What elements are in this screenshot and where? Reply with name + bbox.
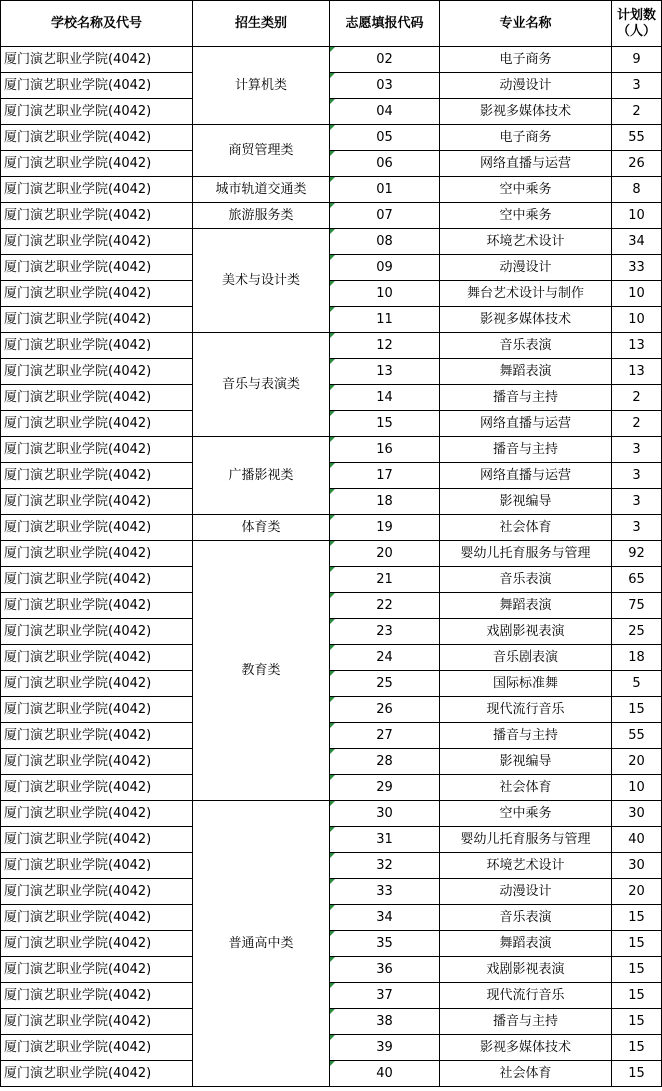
table-row [1,671,662,697]
major-cell: 音乐表演 [440,905,612,931]
school-cell: 厦门演艺职业学院(4042) [1,983,193,1009]
school-cell: 厦门演艺职业学院(4042) [1,489,193,515]
code-cell: 24 [330,645,440,671]
plan-cell: 34 [612,229,662,255]
code-cell: 06 [330,151,440,177]
code-cell: 09 [330,255,440,281]
table-row [1,73,662,99]
major-cell: 电子商务 [440,125,612,151]
major-cell: 动漫设计 [440,73,612,99]
plan-cell: 13 [612,333,662,359]
major-cell: 戏剧影视表演 [440,957,612,983]
category-cell: 计算机类 [193,47,330,125]
code-cell: 27 [330,723,440,749]
school-cell: 厦门演艺职业学院(4042) [1,827,193,853]
plan-cell: 30 [612,853,662,879]
table-row [1,619,662,645]
table-row [1,541,662,567]
code-cell: 10 [330,281,440,307]
table-row [1,1061,662,1087]
major-cell: 现代流行音乐 [440,697,612,723]
category-cell: 体育类 [193,515,330,541]
table-row [1,749,662,775]
school-cell: 厦门演艺职业学院(4042) [1,437,193,463]
table-row [1,593,662,619]
header-code: 志愿填报代码 [330,1,440,47]
code-cell: 15 [330,411,440,437]
plan-cell: 3 [612,463,662,489]
major-cell: 播音与主持 [440,385,612,411]
school-cell: 厦门演艺职业学院(4042) [1,359,193,385]
plan-cell: 15 [612,983,662,1009]
table-row [1,203,662,229]
school-cell: 厦门演艺职业学院(4042) [1,567,193,593]
category-cell: 旅游服务类 [193,203,330,229]
category-cell: 广播影视类 [193,437,330,515]
major-cell: 社会体育 [440,515,612,541]
code-cell: 13 [330,359,440,385]
plan-cell: 3 [612,73,662,99]
major-cell: 网络直播与运营 [440,151,612,177]
major-cell: 舞台艺术设计与制作 [440,281,612,307]
school-cell: 厦门演艺职业学院(4042) [1,853,193,879]
major-cell: 国际标准舞 [440,671,612,697]
table-row [1,515,662,541]
table-row [1,229,662,255]
major-cell: 播音与主持 [440,437,612,463]
plan-cell: 10 [612,775,662,801]
school-cell: 厦门演艺职业学院(4042) [1,801,193,827]
code-cell: 33 [330,879,440,905]
header-plan [612,1,662,47]
major-cell: 环境艺术设计 [440,853,612,879]
table-row [1,827,662,853]
plan-cell: 2 [612,385,662,411]
plan-cell: 15 [612,957,662,983]
major-cell: 音乐剧表演 [440,645,612,671]
major-cell: 社会体育 [440,1061,612,1087]
plan-cell: 20 [612,749,662,775]
table-row [1,645,662,671]
category-cell: 商贸管理类 [193,125,330,177]
school-cell: 厦门演艺职业学院(4042) [1,281,193,307]
major-cell: 社会体育 [440,775,612,801]
table-row [1,905,662,931]
header-plan-line1: 计划数 [616,7,656,23]
table-row [1,567,662,593]
plan-cell: 75 [612,593,662,619]
plan-cell: 65 [612,567,662,593]
major-cell: 电子商务 [440,47,612,73]
school-cell: 厦门演艺职业学院(4042) [1,749,193,775]
major-cell: 戏剧影视表演 [440,619,612,645]
table-row [1,333,662,359]
category-cell: 美术与设计类 [193,229,330,333]
plan-cell: 15 [612,1035,662,1061]
plan-cell: 33 [612,255,662,281]
code-cell: 32 [330,853,440,879]
table-row [1,359,662,385]
major-cell: 音乐表演 [440,567,612,593]
code-cell: 28 [330,749,440,775]
plan-cell: 2 [612,411,662,437]
plan-cell: 15 [612,697,662,723]
code-cell: 01 [330,177,440,203]
plan-cell: 10 [612,307,662,333]
plan-cell: 92 [612,541,662,567]
major-cell: 舞蹈表演 [440,359,612,385]
plan-cell: 25 [612,619,662,645]
school-cell: 厦门演艺职业学院(4042) [1,775,193,801]
table-body [1,47,662,1087]
table-row [1,47,662,73]
school-cell: 厦门演艺职业学院(4042) [1,931,193,957]
code-cell: 03 [330,73,440,99]
major-cell: 影视多媒体技术 [440,99,612,125]
school-cell: 厦门演艺职业学院(4042) [1,619,193,645]
table-row [1,801,662,827]
code-cell: 11 [330,307,440,333]
category-cell: 普通高中类 [193,801,330,1087]
major-cell: 影视编导 [440,489,612,515]
table-row [1,463,662,489]
table-row [1,853,662,879]
plan-cell: 20 [612,879,662,905]
major-cell: 影视多媒体技术 [440,307,612,333]
school-cell: 厦门演艺职业学院(4042) [1,1061,193,1087]
header-major: 专业名称 [440,1,612,47]
table-row [1,385,662,411]
major-cell: 网络直播与运营 [440,463,612,489]
code-cell: 36 [330,957,440,983]
school-cell: 厦门演艺职业学院(4042) [1,151,193,177]
code-cell: 20 [330,541,440,567]
code-cell: 38 [330,1009,440,1035]
code-cell: 35 [330,931,440,957]
code-cell: 18 [330,489,440,515]
major-cell: 舞蹈表演 [440,931,612,957]
code-cell: 34 [330,905,440,931]
category-cell: 城市轨道交通类 [193,177,330,203]
school-cell: 厦门演艺职业学院(4042) [1,541,193,567]
table-row [1,489,662,515]
plan-cell: 5 [612,671,662,697]
code-cell: 16 [330,437,440,463]
major-cell: 婴幼儿托育服务与管理 [440,541,612,567]
school-cell: 厦门演艺职业学院(4042) [1,73,193,99]
plan-cell: 10 [612,203,662,229]
major-cell: 空中乘务 [440,801,612,827]
table-row [1,437,662,463]
school-cell: 厦门演艺职业学院(4042) [1,255,193,281]
table-row [1,983,662,1009]
code-cell: 04 [330,99,440,125]
school-cell: 厦门演艺职业学院(4042) [1,515,193,541]
table-row [1,931,662,957]
school-cell: 厦门演艺职业学院(4042) [1,229,193,255]
major-cell: 动漫设计 [440,879,612,905]
school-cell: 厦门演艺职业学院(4042) [1,47,193,73]
plan-cell: 18 [612,645,662,671]
plan-cell: 10 [612,281,662,307]
table-row [1,957,662,983]
plan-cell: 26 [612,151,662,177]
school-cell: 厦门演艺职业学院(4042) [1,411,193,437]
header-category: 招生类别 [193,1,330,47]
code-cell: 25 [330,671,440,697]
table-row [1,879,662,905]
plan-cell: 40 [612,827,662,853]
table-row [1,723,662,749]
major-cell: 播音与主持 [440,723,612,749]
school-cell: 厦门演艺职业学院(4042) [1,645,193,671]
major-cell: 空中乘务 [440,177,612,203]
school-cell: 厦门演艺职业学院(4042) [1,671,193,697]
school-cell: 厦门演艺职业学院(4042) [1,307,193,333]
major-cell: 环境艺术设计 [440,229,612,255]
major-cell: 动漫设计 [440,255,612,281]
table-row [1,281,662,307]
category-cell: 教育类 [193,541,330,801]
table-row [1,775,662,801]
plan-cell: 8 [612,177,662,203]
plan-cell: 3 [612,489,662,515]
code-cell: 40 [330,1061,440,1087]
code-cell: 07 [330,203,440,229]
code-cell: 17 [330,463,440,489]
school-cell: 厦门演艺职业学院(4042) [1,203,193,229]
plan-cell: 3 [612,515,662,541]
category-cell: 音乐与表演类 [193,333,330,437]
school-cell: 厦门演艺职业学院(4042) [1,879,193,905]
code-cell: 05 [330,125,440,151]
school-cell: 厦门演艺职业学院(4042) [1,99,193,125]
school-cell: 厦门演艺职业学院(4042) [1,593,193,619]
school-cell: 厦门演艺职业学院(4042) [1,957,193,983]
plan-cell: 15 [612,1009,662,1035]
plan-cell: 13 [612,359,662,385]
school-cell: 厦门演艺职业学院(4042) [1,1035,193,1061]
code-cell: 31 [330,827,440,853]
plan-cell: 3 [612,437,662,463]
header-row [1,1,662,47]
code-cell: 37 [330,983,440,1009]
school-cell: 厦门演艺职业学院(4042) [1,905,193,931]
code-cell: 22 [330,593,440,619]
table-row [1,1009,662,1035]
table-row [1,177,662,203]
school-cell: 厦门演艺职业学院(4042) [1,697,193,723]
table-row [1,697,662,723]
school-cell: 厦门演艺职业学院(4042) [1,463,193,489]
school-cell: 厦门演艺职业学院(4042) [1,125,193,151]
major-cell: 现代流行音乐 [440,983,612,1009]
header-plan-line2: （人） [616,23,656,39]
plan-cell: 55 [612,723,662,749]
code-cell: 08 [330,229,440,255]
school-cell: 厦门演艺职业学院(4042) [1,333,193,359]
code-cell: 29 [330,775,440,801]
table-row [1,99,662,125]
plan-cell: 30 [612,801,662,827]
plan-cell: 55 [612,125,662,151]
plan-cell: 15 [612,1061,662,1087]
school-cell: 厦门演艺职业学院(4042) [1,1009,193,1035]
code-cell: 23 [330,619,440,645]
plan-cell: 15 [612,931,662,957]
school-cell: 厦门演艺职业学院(4042) [1,177,193,203]
plan-cell: 2 [612,99,662,125]
code-cell: 21 [330,567,440,593]
major-cell: 空中乘务 [440,203,612,229]
table-row [1,1035,662,1061]
school-cell: 厦门演艺职业学院(4042) [1,385,193,411]
major-cell: 播音与主持 [440,1009,612,1035]
table-row [1,151,662,177]
code-cell: 39 [330,1035,440,1061]
major-cell: 影视多媒体技术 [440,1035,612,1061]
table-row [1,411,662,437]
code-cell: 02 [330,47,440,73]
school-cell: 厦门演艺职业学院(4042) [1,723,193,749]
plan-cell: 9 [612,47,662,73]
major-cell: 婴幼儿托育服务与管理 [440,827,612,853]
major-cell: 网络直播与运营 [440,411,612,437]
major-cell: 舞蹈表演 [440,593,612,619]
code-cell: 30 [330,801,440,827]
table-row [1,307,662,333]
major-cell: 影视编导 [440,749,612,775]
code-cell: 26 [330,697,440,723]
table-row [1,255,662,281]
plan-cell: 15 [612,905,662,931]
code-cell: 14 [330,385,440,411]
table-row [1,125,662,151]
header-school: 学校名称及代号 [1,1,193,47]
major-cell: 音乐表演 [440,333,612,359]
code-cell: 12 [330,333,440,359]
code-cell: 19 [330,515,440,541]
